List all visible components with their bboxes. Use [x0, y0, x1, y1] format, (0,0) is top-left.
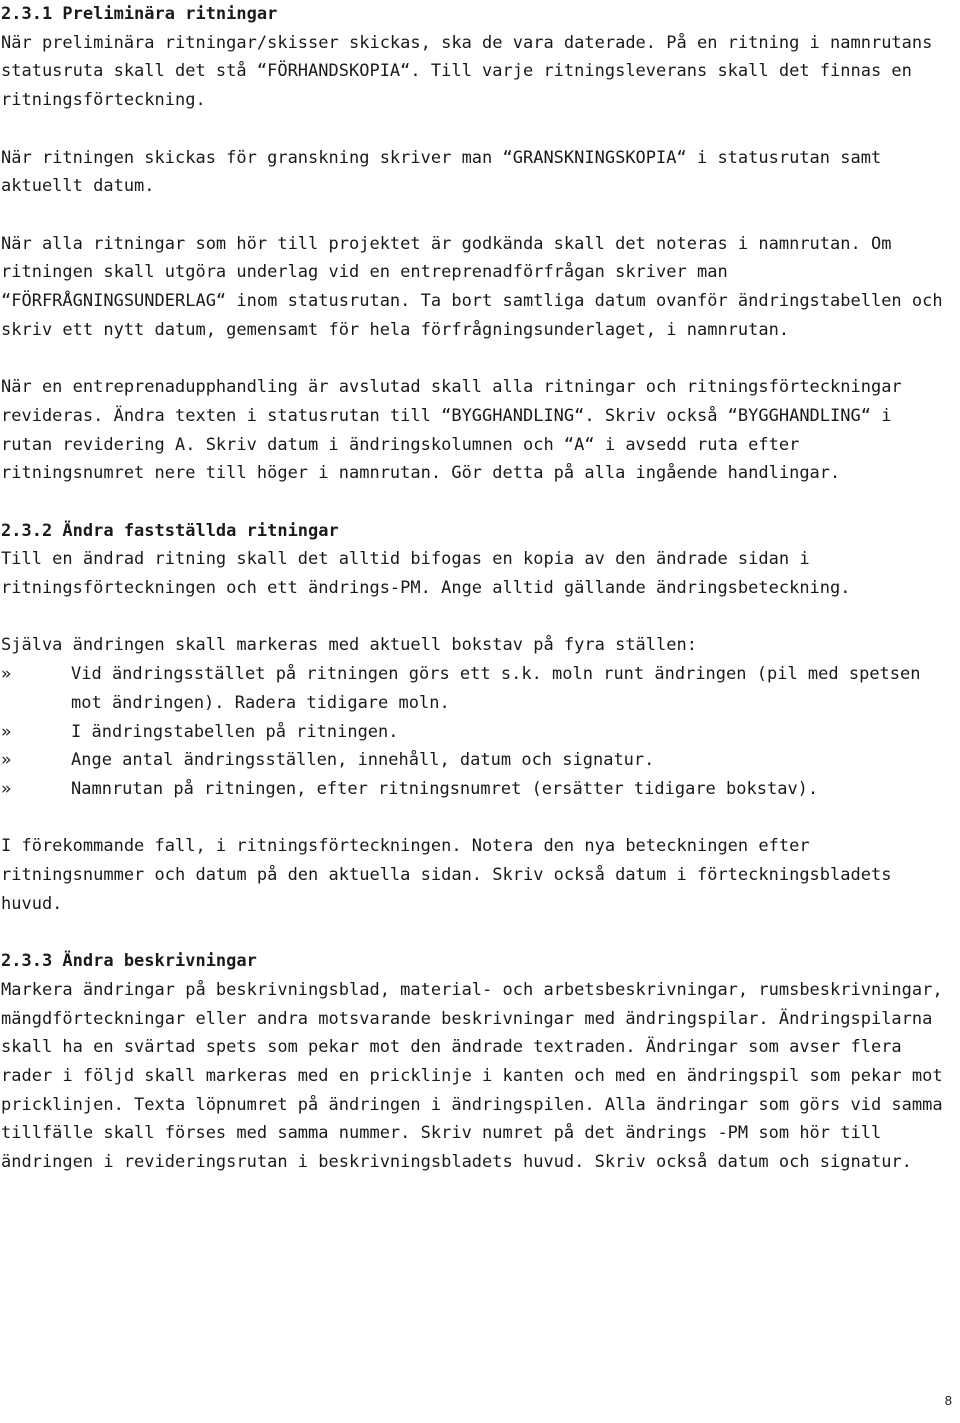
paragraph: Själva ändringen skall markeras med aktuell bokstav på fyra ställen: — [1, 635, 697, 656]
paragraph: När ritningen skickas för granskning skriver man “GRANSKNINGSKOPIA“ i statusrutan samt aktuellt datum. — [1, 147, 882, 197]
bullet-marker: » — [1, 750, 12, 771]
section-heading: 2.3.3 Ändra beskrivningar — [1, 951, 257, 972]
paragraph: I förekommande fall, i ritningsförteckningen. Notera den nya beteckningen efter ritningsnummer och datum på den aktuella sidan. Skriv också datum i förteckningsbladets huvud. — [1, 836, 892, 914]
section-body — [1, 947, 949, 1177]
list-item — [1, 660, 949, 717]
section-heading: 2.3.2 Ändra fastställda ritningar — [1, 520, 339, 541]
paragraph: När preliminära ritningar/skisser skickas, ska de vara daterade. På en ritning i namnrutans statusruta skall det stå “FÖRHANDSKOPIA“. Till varje ritningsleverans skall det finnas en ritningsförteckning. — [1, 32, 933, 111]
bullet-list — [1, 660, 949, 804]
section-preliminara-ritningar — [1, 0, 949, 488]
list-item-text: Vid ändringsstället på ritningen görs ett s.k. moln runt ändringen (pil med spetsen mot ändringen). Radera tidigare moln. — [71, 664, 921, 713]
bullet-marker: » — [1, 721, 12, 742]
paragraph: Markera ändringar på beskrivningsblad, material- och arbetsbeskrivningar, rumsbeskrivningar, mängdförteckningar eller andra motsvarande beskrivningar med ändringspilar. Ändringspilarna skall ha en svärtad spets som pekar mot den ändrade textraden. Ändringar som avser flera rader i följd skall markeras med en pricklinje i kanten och med en ändringspil som pekar mot pricklinjen. Texta löpnumret på ändringen i ändringspilen. Alla ändringar som görs vid samma tillfälle skall förses med samma nummer. Skriv numret på det ändrings -PM som hör till ändringen i revideringsrutan i beskrivningsbladets huvud. Skriv också datum och signatur. — [1, 979, 943, 1173]
bullet-marker: » — [1, 778, 12, 799]
section-heading: 2.3.1 Preliminära ritningar — [1, 4, 278, 24]
page-number: 8 — [944, 1393, 952, 1408]
list-item — [1, 775, 949, 804]
section-andra-beskrivningar — [1, 947, 949, 1177]
list-intro — [1, 631, 949, 660]
section-intro — [1, 517, 949, 603]
paragraph: När alla ritningar som hör till projektet är godkända skall det noteras i namnrutan. Om ritningen skall utgöra underlag vid en entreprenadförfrågan skriver man “FÖRFRÅGNINGSUNDERLAG“ inom statusrutan. Ta bort samtliga datum ovanför ändringstabellen och skriv ett nytt datum, gemensamt för hela förfrågningsunderlaget, i namnrutan. — [1, 233, 943, 340]
list-item-text: I ändringstabellen på ritningen. — [71, 721, 399, 742]
list-item-text: Ange antal ändringsställen, innehåll, datum och signatur. — [71, 750, 655, 771]
list-item — [1, 746, 949, 775]
list-item — [1, 718, 949, 747]
section-andra-faststallda-ritningar — [1, 517, 949, 919]
list-item-text: Namnrutan på ritningen, efter ritningsnumret (ersätter tidigare bokstav). — [71, 778, 819, 799]
bullet-marker: » — [1, 664, 12, 685]
paragraph: Till en ändrad ritning skall det alltid bifogas en kopia av den ändrade sidan i ritningsförteckningen och ett ändrings-PM. Ange alltid gällande ändringsbeteckning. — [1, 549, 851, 598]
paragraph: När en entreprenadupphandling är avslutad skall alla ritningar och ritningsförteckningar revideras. Ändra texten i statusrutan till “BYGGHANDLING“. Skriv också “BYGGHANDLING“ i rutan revidering A. Skriv datum i ändringskolumnen och “A“ i avsedd ruta efter ritningsnumret nere till höger i namnrutan. Gör detta på alla ingående handlingar. — [1, 377, 902, 484]
